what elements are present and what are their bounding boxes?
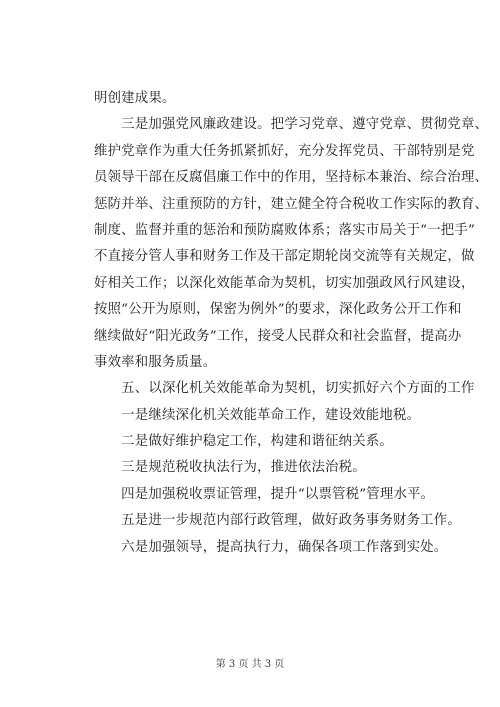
document-body: [94, 86, 489, 561]
list-item: 四是加强税收票证管理，提升“以票管税”管理水平。: [94, 486, 435, 502]
text-line: 明创建成果。: [94, 91, 176, 106]
text-line: 事效率和服务质量。: [94, 354, 217, 370]
section-heading: 五、以深化机关效能革命为契机，切实抓好六个方面的工作: [94, 381, 475, 397]
text-line: 员领导干部在反腐倡廉工作中的作用，坚持标本兼治、综合治理、: [94, 170, 489, 186]
page-number-footer: 第 3 页 共 3 页: [215, 659, 285, 670]
text-line: 制度、监督并重的惩治和预防腐败体系；落实市局关于“一把手”: [94, 222, 476, 238]
list-item: 六是加强领导，提高执行力，确保各项工作落到实处。: [94, 539, 448, 555]
text-line: 维护党章作为重大任务抓紧抓好，充分发挥党员、干部特别是党: [94, 143, 475, 159]
text-line: 好相关工作；以深化效能革命为契机，切实加强政风行风建设，: [94, 275, 475, 291]
list-item: 三是规范税收执法行为，推进依法治税。: [94, 460, 366, 476]
text-line: 三是加强党风廉政建设。把学习党章、遵守党章、贯彻党章、: [94, 117, 489, 133]
list-item: 一是继续深化机关效能革命工作，建设效能地税。: [94, 407, 421, 423]
list-item: 五是进一步规范内部行政管理，做好政务事务财务工作。: [94, 513, 461, 529]
list-item: 二是做好维护稳定工作，构建和谐征纳关系。: [94, 434, 393, 450]
text-line: 不直接分管人事和财务工作及干部定期轮岗交流等有关规定，做: [94, 249, 475, 265]
text-line: 惩防并举、注重预防的方针，建立健全符合税收工作实际的教育、: [94, 196, 489, 212]
text-line: 按照“公开为原则，保密为例外”的要求，深化政务公开工作和: [94, 302, 462, 318]
text-line: 继续做好“阳光政务”工作，接受人民群众和社会监督，提高办: [94, 328, 462, 344]
